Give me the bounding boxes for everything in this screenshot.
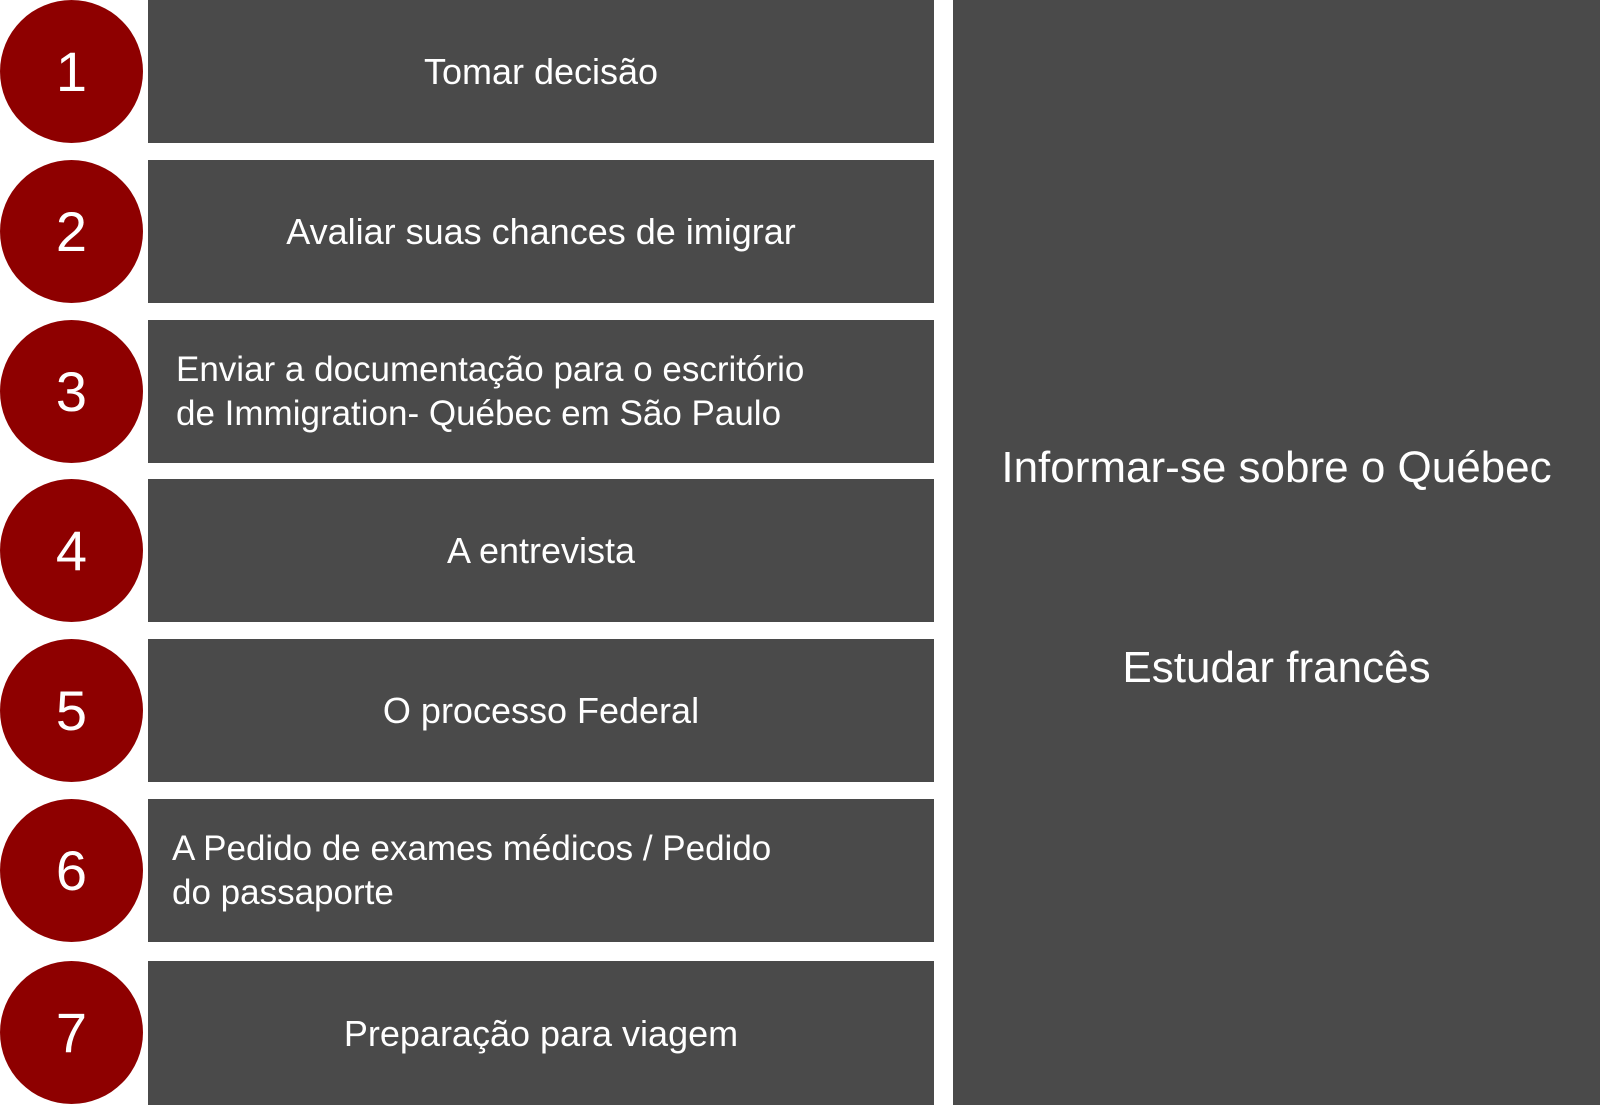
step-number-5: 5 bbox=[55, 678, 88, 742]
step-number-circle-1 bbox=[0, 0, 143, 143]
step-number-2: 2 bbox=[55, 199, 88, 263]
step-label-6: A Pedido de exames médicos / Pedido do passaporte bbox=[172, 828, 772, 912]
step-number-6: 6 bbox=[55, 838, 88, 902]
step-number-4: 4 bbox=[55, 518, 88, 582]
step-label-3: Enviar a documentação para o escritório de Immigration- Québec em São Paulo bbox=[176, 349, 805, 433]
step-label-1: Tomar decisão bbox=[423, 51, 659, 92]
step-box-6 bbox=[148, 799, 934, 942]
step-number-circle-2 bbox=[0, 160, 143, 303]
step-number-circle-7 bbox=[0, 961, 143, 1104]
step-label-7: Preparação para viagem bbox=[343, 1012, 739, 1054]
step-number-circle-3 bbox=[0, 320, 143, 463]
step-box-1 bbox=[148, 0, 934, 143]
step-number-3: 3 bbox=[55, 359, 88, 423]
side-panel bbox=[953, 0, 1600, 1105]
step-box-5 bbox=[148, 639, 934, 782]
side-panel-line-informar: Informar-se sobre o Québec bbox=[1001, 443, 1552, 492]
step-label-4: A entrevista bbox=[446, 530, 636, 571]
step-number-circle-5 bbox=[0, 639, 143, 782]
step-number-1: 1 bbox=[55, 39, 88, 103]
step-box-3 bbox=[148, 320, 934, 463]
step-box-4 bbox=[148, 479, 934, 622]
side-panel-line-estudar: Estudar francês bbox=[1122, 643, 1431, 692]
step-box-7 bbox=[148, 961, 934, 1105]
step-label-2: Avaliar suas chances de imigrar bbox=[286, 211, 796, 252]
step-label-5: O processo Federal bbox=[382, 690, 700, 731]
step-number-7: 7 bbox=[55, 1000, 88, 1064]
step-box-2 bbox=[148, 160, 934, 303]
step-number-circle-6 bbox=[0, 799, 143, 942]
step-number-circle-4 bbox=[0, 479, 143, 622]
